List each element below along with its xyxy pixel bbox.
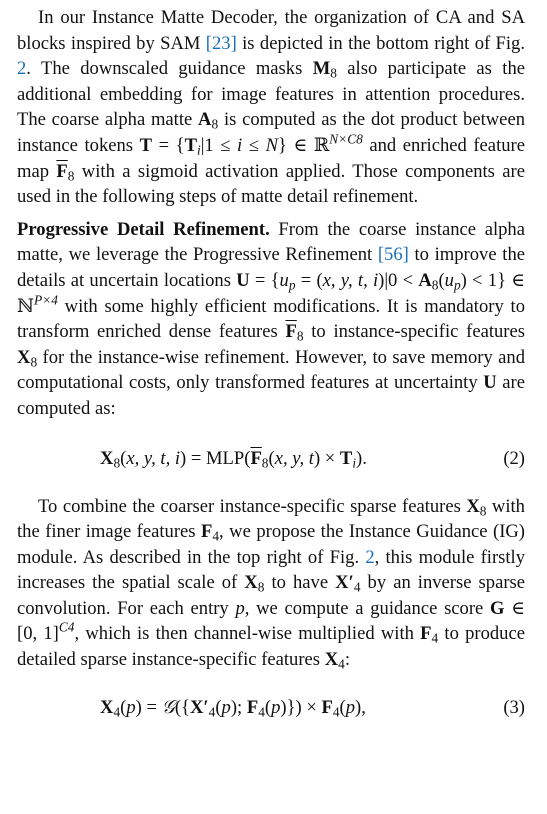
text-run: = { xyxy=(152,134,185,156)
paragraph-instance-matte-decoder xyxy=(17,5,525,210)
text-run: F xyxy=(201,521,213,543)
text-run: u xyxy=(279,269,289,291)
text-run: to improve the details at uncertain locations xyxy=(17,244,525,291)
text-run: ∈ [0, 1] xyxy=(17,597,525,645)
text-run: ( xyxy=(438,269,445,291)
text-run: and enriched feature map xyxy=(17,134,525,182)
text-run: p xyxy=(271,696,281,718)
text-run: $\overline{F}$ xyxy=(56,160,68,182)
text-run: From the coarse instance alpha matte, we leverage the Progressive Refinement xyxy=(17,218,525,266)
text-run: for the instance-wise refinement. However, to save memory and computational costs, only transformed features at uncertainty xyxy=(17,346,525,394)
text-run: N xyxy=(265,134,278,156)
text-run: Progressive Detail Refinement. xyxy=(17,218,270,240)
text-run: G xyxy=(490,597,505,619)
equation-3 xyxy=(17,690,525,726)
text-run: 𝒢 xyxy=(161,696,175,718)
text-run: . The downscaled guidance masks xyxy=(26,58,313,80)
text-run: 4 xyxy=(258,704,265,720)
text-run: p xyxy=(126,696,136,718)
text-run: ) < 1} ∈ ℕ xyxy=(17,269,525,317)
text-run: |1 ≤ xyxy=(200,134,238,156)
text-run: 4 xyxy=(353,580,361,596)
text-run: with a sigmoid activation applied. Those components are used in the following steps of matte detail refinement. xyxy=(17,160,525,208)
text-run: are computed as: xyxy=(17,372,525,419)
text-run: 8 xyxy=(67,168,75,184)
text-run: F xyxy=(420,623,432,645)
text-run: X xyxy=(17,346,31,368)
text-run: 8 xyxy=(330,65,337,81)
text-run: To combine the coarser instance-specific sparse features xyxy=(38,495,467,517)
text-run: 4 xyxy=(113,704,121,720)
text-run: ); xyxy=(230,696,247,718)
text-run: ) = MLP( xyxy=(180,447,251,469)
text-run: $\overline{F}$ xyxy=(250,447,262,469)
text-run: i xyxy=(352,455,357,471)
text-run: )|0 < xyxy=(378,269,419,291)
text-run: ≤ xyxy=(242,134,266,156)
text-run: C4 xyxy=(58,620,75,636)
text-run: x, y, t, i xyxy=(322,269,379,291)
text-run: 8 xyxy=(211,117,219,133)
text-run: )}) × xyxy=(280,696,322,718)
equation-2 xyxy=(17,441,525,477)
text-run: X′ xyxy=(189,696,209,718)
text-run: F xyxy=(246,696,259,718)
text-run: = ( xyxy=(295,269,323,291)
text-run: 4 xyxy=(208,704,216,720)
text-run: p xyxy=(235,597,245,619)
equation-3-body xyxy=(100,690,366,726)
text-run: ). xyxy=(356,447,367,469)
text-run: p xyxy=(221,696,231,718)
text-run: U xyxy=(236,269,250,291)
text-run: X xyxy=(100,696,114,718)
text-run: 4 xyxy=(431,631,439,647)
text-run: ), xyxy=(355,696,366,718)
text-run: X xyxy=(100,447,114,469)
text-run: 8 xyxy=(30,354,38,370)
text-run: : xyxy=(344,649,350,671)
text-run: 4 xyxy=(212,528,220,544)
text-run: T xyxy=(339,447,353,469)
citation-link[interactable]: 2 xyxy=(365,546,375,568)
text-run: i xyxy=(196,142,201,158)
text-run: ( xyxy=(215,696,222,718)
text-run: ) = xyxy=(135,696,162,718)
text-run: to instance-specific features xyxy=(303,321,525,343)
text-run: ) × xyxy=(313,447,340,469)
text-run: 8 xyxy=(257,580,265,596)
text-run: x, y, t, i xyxy=(126,447,181,469)
text-run: T xyxy=(184,134,197,156)
text-run: F xyxy=(321,696,333,718)
equation-3-number: (3) xyxy=(503,696,525,718)
text-run: , we compute a guidance score xyxy=(244,597,491,619)
text-run: U xyxy=(483,372,497,394)
text-run: X xyxy=(466,495,480,517)
text-run: with the finer image features xyxy=(17,495,525,543)
text-run: X′ xyxy=(335,572,354,594)
text-run: also participate as the additional embedding for image features in attention procedures. The coarse alpha matte xyxy=(17,58,525,131)
text-run: x, y, t xyxy=(274,447,314,469)
text-run: , we propose the Instance Guidance (IG) module. As described in the top right of Fig. xyxy=(17,521,526,568)
text-run: P×4 xyxy=(34,292,58,308)
text-run: ( xyxy=(264,696,272,718)
text-run: u xyxy=(444,269,454,291)
text-run: i xyxy=(237,134,243,156)
text-run: 4 xyxy=(332,704,340,720)
equation-2-number: (2) xyxy=(503,447,525,469)
text-run: A xyxy=(198,109,212,131)
text-run: ( xyxy=(339,696,346,718)
text-run: p xyxy=(453,277,461,293)
citation-link[interactable]: 2 xyxy=(17,58,27,80)
text-run: X xyxy=(244,572,258,594)
text-run: T xyxy=(139,134,153,156)
text-run: 8 xyxy=(261,455,269,471)
text-run: In our Instance Matte Decoder, the organization of CA and SA blocks inspired by SAM xyxy=(17,7,525,54)
citation-link[interactable]: [56] xyxy=(377,244,409,266)
text-run: X xyxy=(324,649,339,671)
text-run: to have xyxy=(264,572,336,594)
text-run: ({ xyxy=(174,696,190,718)
citation-link[interactable]: [23] xyxy=(205,32,237,54)
text-run: 8 xyxy=(296,328,304,344)
text-run: , this module firstly increases the spatial scale of xyxy=(17,546,525,594)
paragraph-progressive-detail-refinement xyxy=(17,217,525,422)
text-run: ( xyxy=(120,696,127,718)
text-run: A xyxy=(418,269,432,291)
text-run: } ∈ ℝ xyxy=(277,134,330,156)
text-run: 8 xyxy=(479,503,487,519)
text-run: N×C8 xyxy=(329,131,363,147)
text-run: is computed as the dot product between instance tokens xyxy=(17,109,525,156)
text-run: to produce detailed sparse instance-specific features xyxy=(17,623,525,671)
text-run: 4 xyxy=(338,656,345,672)
text-run: = { xyxy=(249,269,280,291)
equation-2-body xyxy=(100,441,367,477)
text-run: ( xyxy=(268,447,275,469)
text-run: M xyxy=(312,58,331,80)
text-run: by an inverse sparse convolution. For each entry xyxy=(17,572,526,619)
text-run: with some highly efficient modifications. It is mandatory to transform enriched dense features xyxy=(17,295,525,343)
text-run: p xyxy=(288,277,296,293)
paragraph-instance-guidance xyxy=(17,494,525,673)
text-run: 8 xyxy=(113,455,121,471)
text-run: is depicted in the bottom right of Fig. xyxy=(236,32,525,54)
text-run: p xyxy=(345,696,356,718)
text-run: , which is then channel-wise multiplied with xyxy=(74,623,421,645)
text-run: 8 xyxy=(431,277,439,293)
text-run: $\overline{F}$ xyxy=(285,321,297,343)
text-run: ( xyxy=(120,447,127,469)
